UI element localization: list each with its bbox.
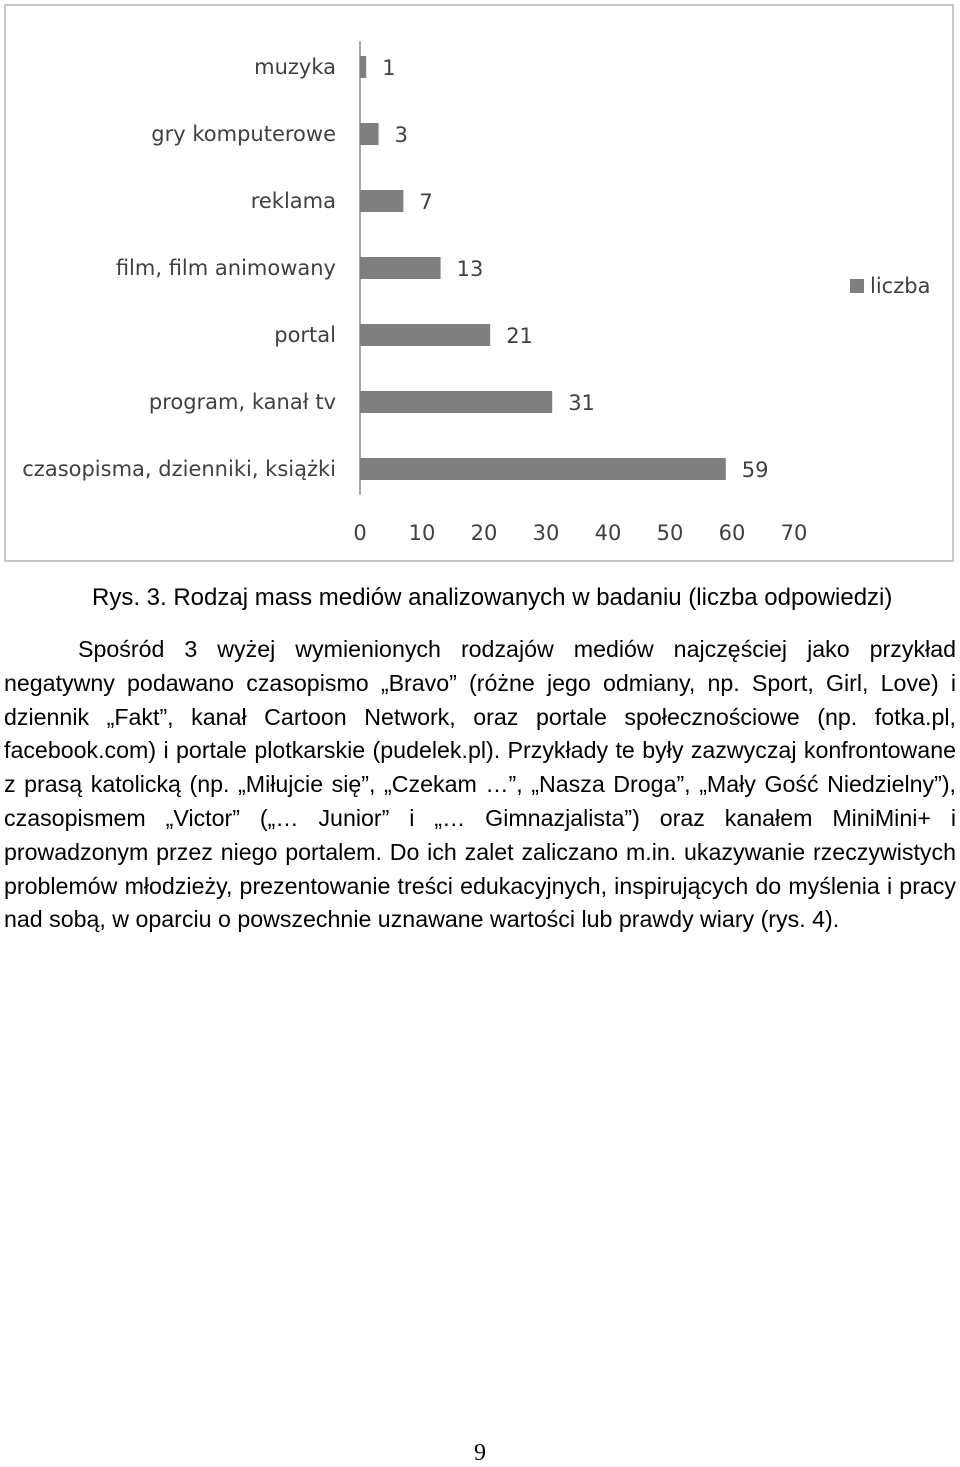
- legend-swatch: [850, 279, 864, 293]
- x-tick-label: 30: [532, 521, 560, 545]
- category-label: program, kanał tv: [148, 390, 336, 414]
- bar: [360, 257, 441, 279]
- figure-caption: Rys. 3. Rodzaj mass mediów analizowanych w badaniu (liczba odpowiedzi): [92, 584, 893, 611]
- data-label: 13: [456, 257, 484, 281]
- bar: [360, 56, 366, 78]
- bar: [360, 391, 552, 413]
- data-label: 3: [394, 123, 408, 147]
- page-number: 9: [474, 1440, 486, 1466]
- x-tick-label: 20: [470, 521, 498, 545]
- x-tick-label: 70: [780, 521, 808, 545]
- legend-label: liczba: [870, 274, 931, 298]
- category-label: gry komputerowe: [151, 122, 336, 146]
- category-label: reklama: [250, 189, 336, 213]
- category-label: film, film animowany: [115, 256, 336, 280]
- data-label: 31: [568, 391, 595, 415]
- category-label: muzyka: [254, 55, 336, 79]
- bar: [360, 190, 403, 212]
- body-text: [4, 633, 956, 937]
- bar: [360, 123, 379, 145]
- x-tick-label: 10: [408, 521, 436, 545]
- data-label: 7: [419, 190, 433, 214]
- x-tick-label: 40: [594, 521, 622, 545]
- bar-chart: [6, 6, 956, 564]
- bar: [360, 458, 726, 480]
- paragraph: Spośród 3 wyżej wymienionych rodzajów mediów najczęściej jako przykład negatywny podawano czasopismo „Bravo” (różne jego odmiany, np. Sport, Girl, Love) i dziennik „Fakt”, kanał Cartoon Network, oraz portale społecznościowe (np. fotka.pl, facebook.com) i portale plotkarskie (pudelek.pl). Przykłady te były zazwyczaj konfrontowane z prasą katolicką (np. „Miłujcie się”, „Czekam …”, „Nasza Droga”, „Mały Gość Niedzielny”), czasopismem „Victor” („… Junior” i „… Gimnazjalista”) oraz kanałem MiniMini+ i prowadzonym przez niego portalem. Do ich zalet zaliczano m.in. ukazywanie rzeczywistych problemów młodzieży, prezentowanie treści edukacyjnych, inspirujących do myślenia i pracy nad sobą, w oparciu o powszechnie uznawane wartości lub prawdy wiary (rys. 4).: [4, 636, 956, 933]
- data-label: 59: [741, 458, 769, 482]
- bar: [360, 324, 490, 346]
- category-label: czasopisma, dzienniki, książki: [22, 457, 336, 481]
- x-tick-label: 50: [656, 521, 684, 545]
- category-label: portal: [274, 323, 336, 347]
- chart-area: [4, 4, 954, 562]
- data-label: 21: [506, 324, 533, 348]
- x-tick-label: 60: [718, 521, 746, 545]
- data-label: 1: [382, 56, 396, 80]
- x-tick-label: 0: [353, 521, 367, 545]
